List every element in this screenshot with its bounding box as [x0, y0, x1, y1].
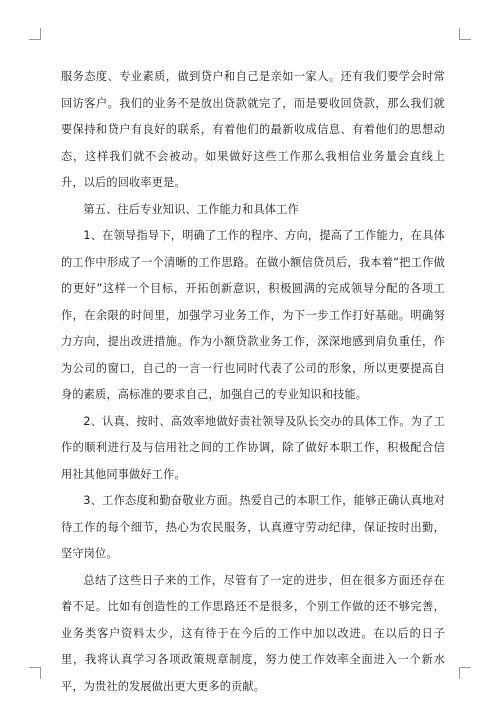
paragraph-item-2: 2、认真、按时、高效率地做好责社领导及队长交办的具体工作。为了工作的顺利进行及与信用社之间的工作协调，除了做好本职工作，积极配合信用社其他同事做好工作。 [61, 414, 445, 481]
paragraph-item-3: 3、工作态度和勤奋敬业方面。热爱自己的本职工作，能够正确认真地对待工作的每个细节，热心为农民服务，认真遵守劳动纪律，保证按时出勤，坚守岗位。 [61, 494, 445, 560]
section-heading-fifth: 第五、往后专业知识、工作能力和具体工作 [83, 202, 299, 216]
paragraph-item-1: 1、在领导指导下，明确了工作的程序、方向，提高了工作能力，在具体的工作中形成了一个清晰的工作思路。在做小额信贷员后，我本着“把工作做的更好”这样一个目标，开拓创新意识，积极圆满的完成领导分配的各项工作，在余限的时间里，加强学习业务工作，为下一步工作打好基础。明确努力方向，提出改进措施。作为小额贷款业务工作，深深地感到肩负重任，作为公司的窗口，自己的一言一行也同时代表了公司的形象，所以更要提高自身的素质，高标准的要求自己，加强自己的专业知识和技能。 [61, 229, 445, 401]
paragraph-service-attitude: 服务态度、专业素质，做到贷户和自己是亲如一家人。还有我们要学会时常回访客户。我们的业务不是放出贷款就完了，而是要收回贷款，那么我们就要保持和贷户有良好的联系，有着他们的最新收成信息、有着他们的思想动态，这样我们就不会被动。如果做好这些工作那么我相信业务量会直线上升，以后的回收率更是。 [61, 70, 445, 189]
crop-mark-bottom-right [459, 667, 471, 679]
crop-mark-top-left [29, 28, 41, 40]
crop-mark-bottom-left [29, 667, 41, 679]
document-body [61, 64, 445, 700]
paragraph-summary: 总结了这些日子来的工作，尽管有了一定的进步，但在很多方面还存在着不足。比如有创造性的工作思路还不是很多，个别工作做的还不够完善，业务类客户资料太少，这有待于在今后的工作中加以改进。在以后的日子里，我将认真学习各项政策规章制度，努力使工作效率全面进入一个新水平，为贵社的发展做出更大更多的贡献。 [61, 573, 445, 693]
crop-mark-top-right [459, 28, 471, 40]
